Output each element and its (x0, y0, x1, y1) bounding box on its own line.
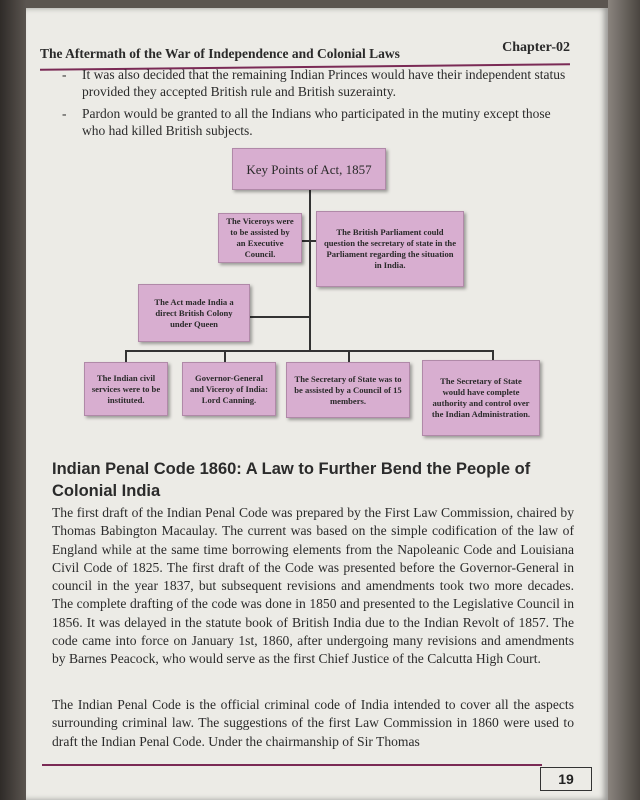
running-header (40, 40, 570, 62)
connector-line (224, 350, 226, 362)
governor-general-node: Governor-General and Viceroy of India: Lord Canning. (182, 362, 276, 416)
trunk-line (309, 188, 311, 350)
branch-line (125, 350, 493, 352)
footer-rule (42, 764, 542, 766)
bullet-dash: - (62, 106, 67, 121)
chapter-label: Chapter-02 (502, 40, 570, 55)
connector-line (302, 240, 316, 242)
header-title: The Aftermath of the War of Independence and Colonial Laws (40, 46, 400, 61)
bullet-list (62, 66, 570, 144)
connector-line (125, 350, 127, 362)
bullet-item (62, 105, 570, 139)
diagram-root-node: Key Points of Act, 1857 (232, 148, 386, 190)
connector-line (250, 316, 310, 318)
bullet-item (62, 66, 570, 100)
book-spine-shadow (0, 0, 26, 800)
parliament-node: The British Parliament could question the secretary of state in the Parliament regarding the situation in India. (316, 211, 464, 287)
paragraph: The first draft of the Indian Penal Code was prepared by the First Law Commission, chaired by Thomas Babington Macaulay. The current was based on the simple codification of the law of England while at the same time borrowing elements from the Napoleanic Code and Louisiana Civil Code of 1825. The first draft of the Code was presented before the Governor-General in council in the year 1837, but subsequent revisions and amendments took two more decades. The complete drafting of the code was done in 1850 and presented to the Legislative Council in 1856. It was delayed in the statute book of British India due to the Indian Revolt of 1857. The code came into force on January 1st, 1860, after undergoing many revisions and amendments by Barnes Peacock, who would serve as the first Chief Justice of the Calcutta High Court. (52, 505, 574, 667)
colony-node: The Act made India a direct British Colony under Queen (138, 284, 250, 342)
page-number: 19 (540, 767, 592, 791)
section-heading: Indian Penal Code 1860: A Law to Further Bend the People of Colonial India (52, 460, 531, 500)
bullet-text: It was also decided that the remaining Indian Princes would have their independent status provided they accepted British rule and British suzerainty. (82, 67, 566, 99)
paragraph: The Indian Penal Code is the official criminal code of India intended to cover all the aspects surrounding criminal law. The suggestions of the first Law Commission in 1860 were used to draft the Indian Penal Code. Under the chairmanship of Sir Thomas (52, 697, 574, 749)
civil-services-node: The Indian civil services were to be instituted. (84, 362, 168, 416)
bullet-text: Pardon would be granted to all the Indians who participated in the mutiny except those who had killed British subjects. (82, 106, 551, 138)
council-node: The Secretary of State was to be assisted by a Council of 15 members. (286, 362, 410, 418)
connector-line (348, 350, 350, 362)
bullet-dash: - (62, 67, 67, 82)
authority-node: The Secretary of State would have complete authority and control over the Indian Administration. (422, 360, 540, 436)
page-edge (608, 0, 640, 800)
viceroys-node: The Viceroys were to be assisted by an Executive Council. (218, 213, 302, 263)
